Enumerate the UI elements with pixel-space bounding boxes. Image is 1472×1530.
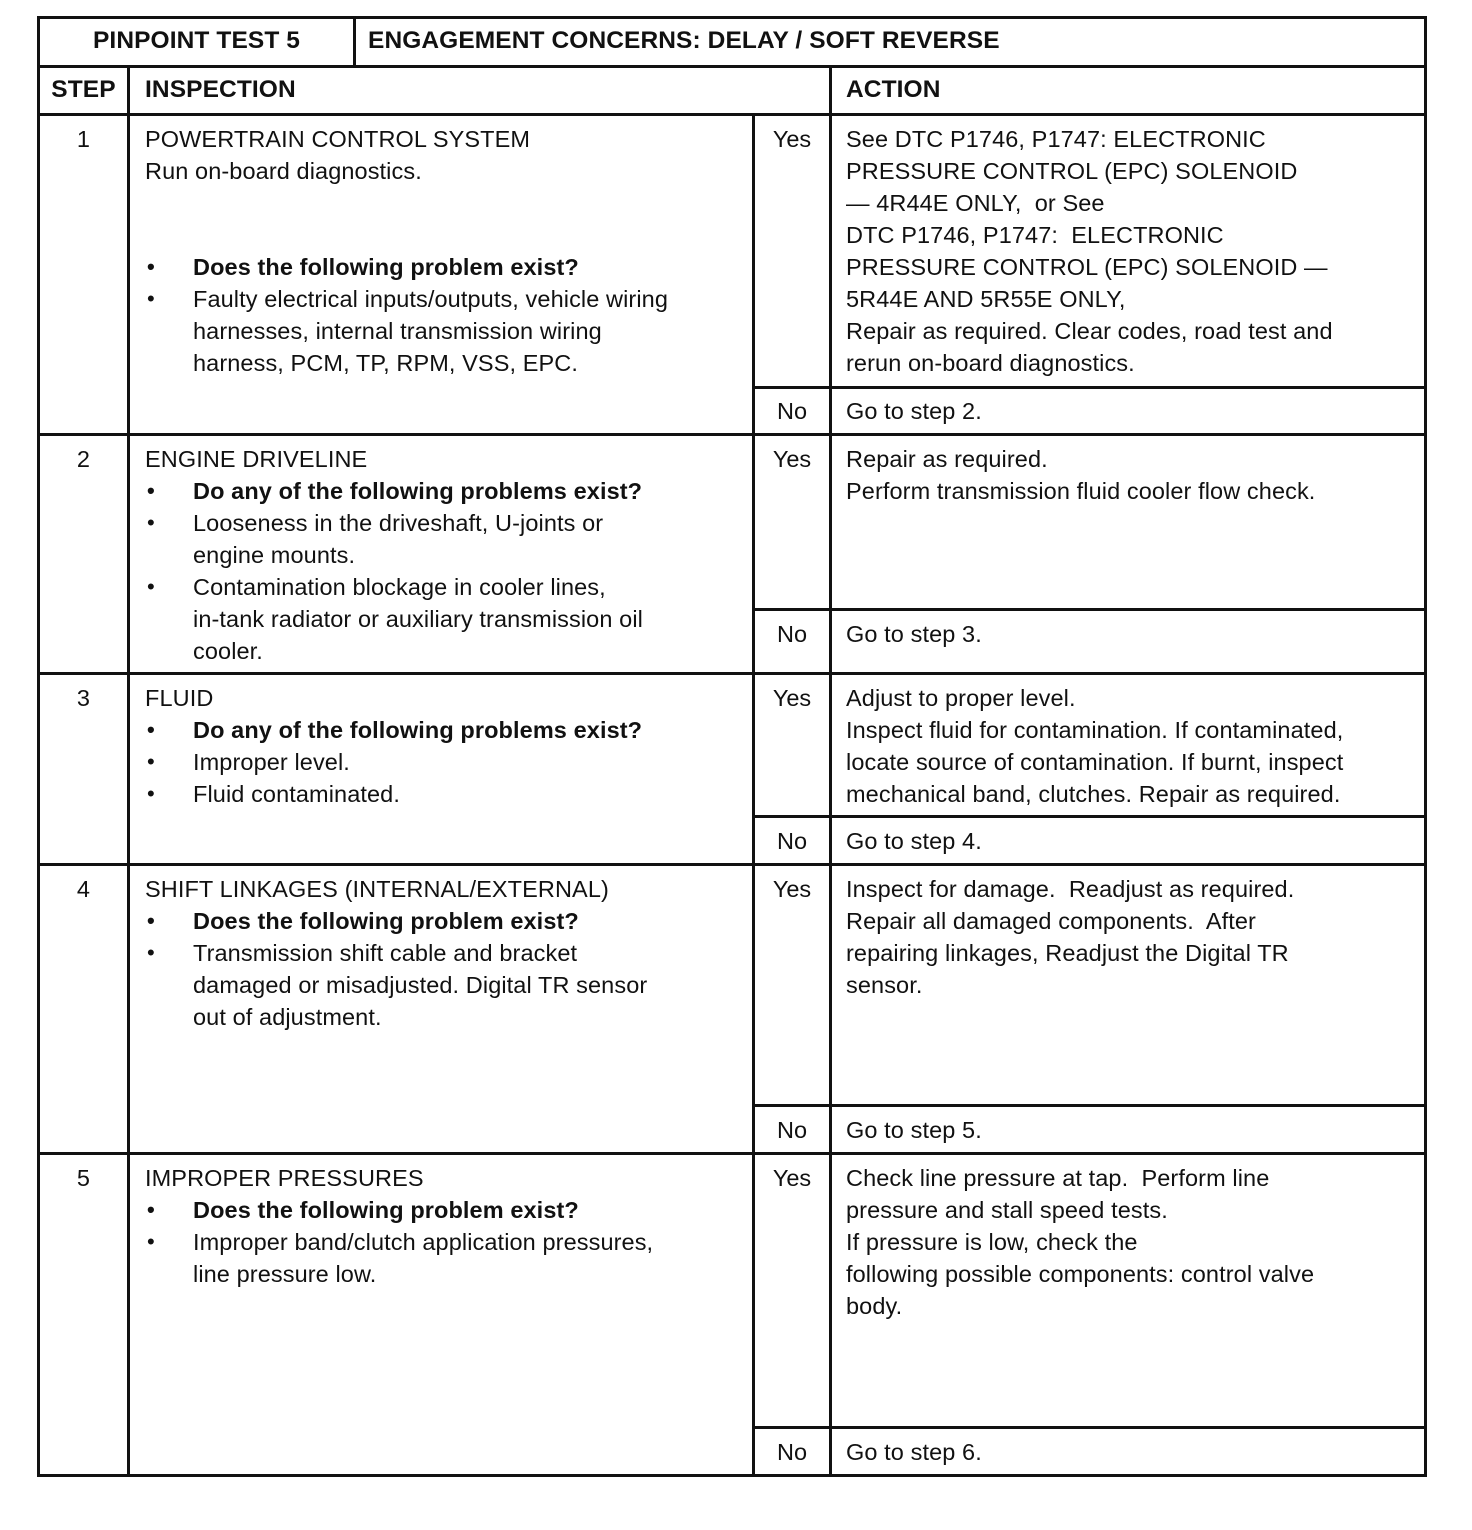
title-bottom-line [37, 65, 1427, 68]
inspection-heading: POWERTRAIN CONTROL SYSTEM [145, 126, 531, 152]
step-column-divider [127, 65, 130, 1477]
inspection-list [145, 714, 745, 810]
inspection-item: • Improper band/clutch application pressures, line pressure low. [145, 1226, 745, 1290]
inspection-list [145, 475, 745, 667]
inspection-heading: ENGINE DRIVELINE [145, 446, 368, 472]
column-header-bottom-line [37, 113, 1427, 116]
inspection-question: • Do any of the following problems exist? [145, 714, 745, 746]
test-label: PINPOINT TEST 5 [92, 27, 301, 54]
frame-right-line [1424, 16, 1427, 1477]
yes-action: Inspect for damage. Readjust as required. Repair all damaged components. After repairing linkages, Readjust the Digital TR sensor. [846, 876, 1295, 998]
inspection-subheading: Run on-board diagnostics. [145, 158, 422, 184]
no-action: Go to step 3. [846, 621, 982, 647]
yes-label: Yes [772, 1165, 812, 1191]
yes-action: Check line pressure at tap. Perform line pressure and stall speed tests. If pressure is low, check the following possible components: control valve body. [846, 1165, 1315, 1319]
inspection-heading: IMPROPER PRESSURES [145, 1165, 424, 1191]
frame-bottom-line [37, 1474, 1427, 1477]
action-column-divider [829, 65, 832, 1477]
no-action: Go to step 6. [846, 1439, 982, 1465]
inspection-question: • Does the following problem exist? [145, 251, 745, 283]
step-2-yes-no-line [752, 608, 1427, 611]
step-1-bottom-line [37, 433, 1427, 436]
step-3-yes-no-line [752, 815, 1427, 818]
no-action: Go to step 5. [846, 1117, 982, 1143]
step-number: 2 [76, 446, 91, 472]
yes-action: Adjust to proper level. Inspect fluid for contamination. If contaminated, locate source of contamination. If burnt, inspect mechanical band, clutches. Repair as required. [846, 685, 1344, 807]
step-5-yes-no-line [752, 1426, 1427, 1429]
step-2-bottom-line [37, 672, 1427, 675]
step-number: 3 [76, 685, 91, 711]
inspection-item: • Improper level. [145, 746, 745, 778]
inspection-list [145, 251, 745, 379]
step-number: 1 [76, 126, 91, 152]
step-inspection [145, 873, 745, 1033]
inspection-item: • Looseness in the driveshaft, U-joints or engine mounts. [145, 507, 745, 571]
inspection-item: • Transmission shift cable and bracket damaged or misadjusted. Digital TR sensor out of adjustment. [145, 937, 745, 1033]
yes-label: Yes [772, 446, 812, 472]
inspection-list [145, 1194, 745, 1290]
yes-label: Yes [772, 876, 812, 902]
inspection-heading: SHIFT LINKAGES (INTERNAL/EXTERNAL) [145, 876, 609, 902]
yes-label: Yes [772, 685, 812, 711]
step-inspection [145, 123, 745, 379]
step-inspection [145, 1162, 745, 1290]
test-title: ENGAGEMENT CONCERNS: DELAY / SOFT REVERSE [368, 27, 1000, 54]
yes-no-column-divider [752, 113, 755, 1477]
step-number: 5 [76, 1165, 91, 1191]
inspection-item: • Fluid contaminated. [145, 778, 745, 810]
yes-action: See DTC P1746, P1747: ELECTRONIC PRESSURE CONTROL (EPC) SOLENOID — 4R44E ONLY, or See DTC P1746, P1747: ELECTRONIC PRESSURE CONTROL (EPC) SOLENOID — 5R44E AND 5R55E ONLY, Repair as required. Clear codes, road test and rerun on-board diagnostics. [846, 126, 1333, 376]
step-3-bottom-line [37, 863, 1427, 866]
no-action: Go to step 4. [846, 828, 982, 854]
inspection-question: • Do any of the following problems exist? [145, 475, 745, 507]
yes-action: Repair as required. Perform transmission fluid cooler flow check. [846, 446, 1316, 504]
frame-top-line [37, 16, 1427, 19]
step-4-yes-no-line [752, 1104, 1427, 1107]
inspection-question: • Does the following problem exist? [145, 905, 745, 937]
title-divider-line [353, 16, 356, 67]
yes-label: Yes [772, 126, 812, 152]
step-column-header: STEP [51, 76, 116, 103]
no-label: No [776, 1117, 808, 1143]
step-4-bottom-line [37, 1152, 1427, 1155]
inspection-heading: FLUID [145, 685, 214, 711]
no-label: No [776, 621, 808, 647]
inspection-column-header: INSPECTION [145, 76, 296, 103]
no-label: No [776, 398, 808, 424]
inspection-question: • Does the following problem exist? [145, 1194, 745, 1226]
frame-left-line [37, 16, 40, 1477]
step-inspection [145, 682, 745, 810]
no-action: Go to step 2. [846, 398, 982, 424]
inspection-list [145, 905, 745, 1033]
step-1-yes-no-line [752, 386, 1427, 389]
inspection-item: • Contamination blockage in cooler lines, in-tank radiator or auxiliary transmission oil cooler. [145, 571, 745, 667]
no-label: No [776, 1439, 808, 1465]
step-inspection [145, 443, 745, 667]
no-label: No [776, 828, 808, 854]
action-column-header: ACTION [846, 76, 941, 103]
step-number: 4 [76, 876, 91, 902]
inspection-item: • Faulty electrical inputs/outputs, vehicle wiring harnesses, internal transmission wiring harness, PCM, TP, RPM, VSS, EPC. [145, 283, 745, 379]
